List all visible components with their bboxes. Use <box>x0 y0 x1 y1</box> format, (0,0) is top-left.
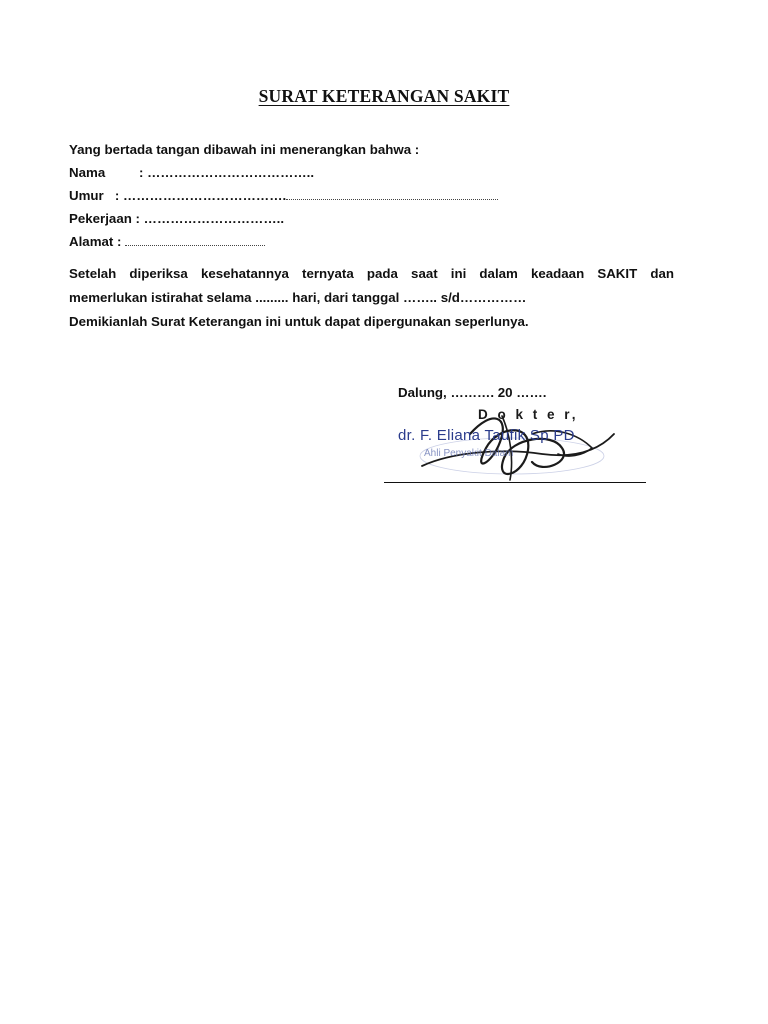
field-umur <box>69 188 498 203</box>
doctor-role: D o k t e r, <box>478 407 579 422</box>
stamp-subtitle: Ahli Penyakit Dalam <box>424 448 514 459</box>
field-nama <box>69 165 314 180</box>
pekerjaan-label: Pekerjaan <box>69 211 132 226</box>
nama-value: : ……………………………….. <box>139 165 315 180</box>
field-alamat <box>69 234 265 249</box>
place-date: Dalung, ………. 20 ……. <box>398 385 547 400</box>
intro-text: Yang bertada tangan dibawah ini menerangkan bahwa : <box>69 142 420 157</box>
umur-value: : ………………………………. <box>114 188 287 203</box>
alamat-dotted-line <box>125 244 265 246</box>
document-title-text: SURAT KETERANGAN SAKIT <box>258 86 510 106</box>
closing-line: Demikianlah Surat Keterangan ini untuk dapat dipergunakan seperlunya. <box>69 314 529 329</box>
alamat-label: Alamat : <box>69 234 122 249</box>
body-line-1: Setelah diperiksa kesehatannya ternyata pada saat ini dalam keadaan SAKIT dan <box>69 266 674 281</box>
body-line-2: memerlukan istirahat selama ......... hari, dari tanggal …….. s/d…………… <box>69 290 527 305</box>
nama-label: Nama <box>69 165 106 180</box>
pekerjaan-value: : ………………………….. <box>135 211 285 226</box>
field-pekerjaan <box>69 211 284 226</box>
body-paragraph <box>69 262 674 334</box>
signature-line <box>384 482 646 483</box>
document-title <box>0 86 768 107</box>
doctor-name: dr. F. Eliana Taufik Sp PD <box>398 427 575 444</box>
umur-label: Umur <box>69 188 104 203</box>
umur-dotted-line <box>286 198 498 200</box>
